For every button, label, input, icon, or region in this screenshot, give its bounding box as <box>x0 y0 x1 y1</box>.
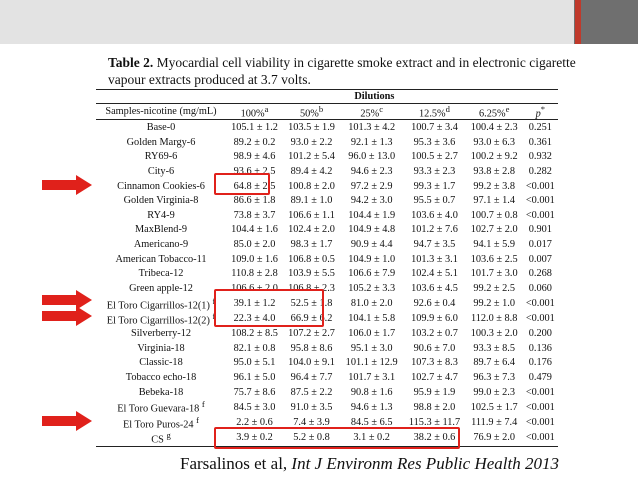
viability-cell: 103.2 ± 0.7 <box>411 328 458 340</box>
viability-cell: 89.7 ± 6.4 <box>473 357 516 369</box>
sample-name-cell: Green apple-12 <box>129 282 193 294</box>
viability-cell: 96.3 ± 7.3 <box>473 371 516 383</box>
viability-cell: 75.7 ± 8.6 <box>233 386 276 398</box>
viability-cell: 101.3 ± 3.1 <box>411 253 458 265</box>
p-value-cell: 0.479 <box>528 371 552 383</box>
viability-cell: 103.5 ± 1.9 <box>288 122 335 134</box>
viability-cell: 102.5 ± 1.7 <box>470 401 518 413</box>
sample-name-cell: El Toro Guevara-18 $^f$ <box>117 399 205 415</box>
slide-header-bar <box>0 0 638 44</box>
viability-cell: 93.8 ± 2.8 <box>473 166 516 177</box>
viability-table-wrap <box>96 89 558 447</box>
viability-cell: 107.2 ± 2.7 <box>288 328 335 340</box>
viability-cell: 86.6 ± 1.8 <box>233 195 276 207</box>
sample-name-cell: Silverberry-12 <box>130 328 192 340</box>
sample-name-cell: American Tobacco-11 <box>115 253 207 265</box>
column-header: 12.5%$^d$ <box>403 104 465 120</box>
viability-cell: 104.4 ± 1.6 <box>231 224 278 236</box>
viability-cell: 99.3 ± 1.7 <box>413 180 456 192</box>
viability-cell: 92.1 ± 1.3 <box>350 136 393 148</box>
viability-cell: 52.5 ± 1.8 <box>290 297 333 309</box>
viability-cell: 93.6 ± 2.5 <box>233 166 276 177</box>
arrow-right-icon <box>42 175 92 195</box>
table-row <box>96 326 558 341</box>
viability-cell: 100.4 ± 2.3 <box>470 122 518 134</box>
viability-cell: 92.6 ± 0.4 <box>413 297 456 309</box>
viability-cell: 97.1 ± 1.4 <box>473 195 516 207</box>
header-bar-dark <box>574 0 638 44</box>
viability-cell: 103.6 ± 4.5 <box>411 282 458 294</box>
p-value-cell: 0.017 <box>528 238 552 250</box>
table-caption <box>108 54 578 88</box>
viability-cell: 101.7 ± 3.1 <box>348 371 396 383</box>
table-row <box>96 208 558 223</box>
sample-name-cell: Base-0 <box>146 122 176 134</box>
viability-cell: 93.3 ± 8.5 <box>473 342 516 354</box>
viability-cell: 91.0 ± 3.5 <box>290 401 333 413</box>
viability-cell: 111.9 ± 7.4 <box>471 416 518 428</box>
sample-name-cell: Tribeca-12 <box>138 268 184 280</box>
viability-cell: 96.1 ± 5.0 <box>233 371 276 383</box>
viability-cell: 105.1 ± 1.2 <box>231 122 278 134</box>
viability-cell: 106.8 ± 2.3 <box>288 282 335 294</box>
p-value-cell: <0.001 <box>525 386 555 398</box>
viability-cell: 94.2 ± 3.0 <box>350 195 393 207</box>
viability-cell: 107.3 ± 8.3 <box>411 357 458 369</box>
viability-cell: 84.5 ± 6.5 <box>350 416 393 428</box>
header-bar-light <box>0 0 574 44</box>
sample-name-cell: Americano-9 <box>133 238 189 250</box>
viability-cell: 93.0 ± 2.2 <box>290 136 333 148</box>
table-row <box>96 296 558 311</box>
viability-cell: 100.2 ± 9.2 <box>470 151 518 163</box>
dilutions-header: Dilutions <box>226 90 523 104</box>
viability-cell: 98.8 ± 2.0 <box>413 401 456 413</box>
table-row <box>96 356 558 371</box>
viability-cell: 106.6 ± 7.9 <box>348 268 396 280</box>
table-row <box>96 164 558 179</box>
viability-cell: 103.6 ± 4.0 <box>411 209 458 221</box>
viability-cell: 2.2 ± 0.6 <box>236 416 273 428</box>
viability-cell: 90.6 ± 7.0 <box>413 342 456 354</box>
viability-cell: 110.8 ± 2.8 <box>231 268 278 280</box>
viability-cell: 98.3 ± 1.7 <box>290 238 333 250</box>
viability-cell: 115.3 ± 11.7 <box>408 416 461 428</box>
column-header: 100%$^a$ <box>226 104 283 120</box>
p-value-cell: <0.001 <box>525 416 555 428</box>
sample-name-cell: Virginia-18 <box>137 342 185 354</box>
table-row <box>96 281 558 296</box>
sample-name-cell: MaxBlend-9 <box>134 224 188 236</box>
viability-cell: 84.5 ± 3.0 <box>233 401 276 413</box>
sample-name-cell: Bebeka-18 <box>138 386 184 398</box>
column-header: p* <box>523 104 558 120</box>
p-value-cell: 0.268 <box>528 268 552 280</box>
viability-cell: 106.0 ± 1.7 <box>348 328 396 340</box>
table-row <box>96 179 558 194</box>
sample-name-cell: City-6 <box>147 166 175 177</box>
viability-cell: 89.1 ± 1.0 <box>290 195 333 207</box>
viability-cell: 106.6 ± 2.0 <box>231 282 278 294</box>
viability-cell: 104.4 ± 1.9 <box>348 209 396 221</box>
sample-name-cell: El Toro Puros-24 $^f$ <box>122 414 200 431</box>
viability-cell: 103.6 ± 2.5 <box>470 253 518 265</box>
viability-cell: 101.2 ± 7.6 <box>411 224 458 236</box>
p-value-cell: 0.251 <box>528 122 552 134</box>
viability-cell: 3.1 ± 0.2 <box>340 430 403 446</box>
viability-cell: 82.1 ± 0.8 <box>233 342 276 354</box>
viability-cell: 94.7 ± 3.5 <box>413 238 456 250</box>
highlight-box-el-toro-cigarrillos <box>214 289 324 327</box>
viability-cell: 105.2 ± 3.3 <box>348 282 396 294</box>
viability-cell: 109.9 ± 6.0 <box>411 313 458 325</box>
viability-cell: 90.9 ± 4.4 <box>350 238 393 250</box>
table-row <box>96 120 558 135</box>
viability-cell: 93.0 ± 6.3 <box>473 136 516 148</box>
p-value-cell: 0.176 <box>528 357 552 369</box>
p-value-cell: 0.007 <box>528 253 552 265</box>
p-value-cell: 0.361 <box>528 136 552 148</box>
sample-name-cell: Classic-18 <box>139 357 183 369</box>
viability-cell: 81.0 ± 2.0 <box>350 297 393 309</box>
table-row <box>96 223 558 238</box>
viability-cell: 99.0 ± 2.3 <box>473 386 516 398</box>
viability-cell: 104.9 ± 1.0 <box>348 253 396 265</box>
viability-cell: 85.0 ± 2.0 <box>233 238 276 250</box>
viability-cell: 104.9 ± 4.8 <box>348 224 396 236</box>
viability-cell: 100.7 ± 0.8 <box>470 209 518 221</box>
p-value-cell: 0.136 <box>528 342 552 354</box>
p-value-cell: <0.001 <box>525 401 555 413</box>
viability-cell: 96.4 ± 7.7 <box>290 371 333 383</box>
table-row <box>96 266 558 281</box>
viability-cell: 3.9 ± 0.2 <box>226 430 283 446</box>
viability-cell: 7.4 ± 3.9 <box>293 416 330 428</box>
viability-cell: 39.1 ± 1.2 <box>233 297 276 309</box>
viability-cell: 38.2 ± 0.6 <box>403 430 465 446</box>
viability-cell: 93.3 ± 2.3 <box>413 166 456 177</box>
viability-cell: 102.7 ± 2.0 <box>470 224 518 236</box>
viability-cell: 94.6 ± 2.3 <box>350 166 393 177</box>
viability-cell: 89.2 ± 0.2 <box>233 136 276 148</box>
viability-cell: 98.9 ± 4.6 <box>233 151 276 163</box>
table-row <box>96 150 558 165</box>
viability-cell: 106.6 ± 1.1 <box>288 209 335 221</box>
viability-cell: 73.8 ± 3.7 <box>233 209 276 221</box>
viability-cell: 95.5 ± 0.7 <box>413 195 456 207</box>
highlight-box-cs <box>214 427 460 449</box>
viability-cell: 108.2 ± 8.5 <box>231 328 278 340</box>
sample-name-cell: Cinnamon Cookies-6 <box>117 180 205 192</box>
table-row <box>96 311 558 326</box>
viability-cell: 97.2 ± 2.9 <box>350 180 393 192</box>
viability-cell: 99.2 ± 2.5 <box>473 282 516 294</box>
viability-cell: 104.1 ± 5.8 <box>348 313 396 325</box>
viability-cell: 87.5 ± 2.2 <box>290 386 333 398</box>
viability-cell: 100.8 ± 2.0 <box>288 180 335 192</box>
viability-cell: 100.5 ± 2.7 <box>411 151 458 163</box>
citation-journal: Int J Environm Res Public Health 2013 <box>291 454 559 473</box>
dilutions-header-row <box>96 90 558 104</box>
column-header-row <box>96 104 558 120</box>
p-value-cell: <0.001 <box>525 180 555 192</box>
arrow-right-icon <box>42 306 92 326</box>
p-value-cell: <0.001 <box>523 430 558 446</box>
table-body <box>96 120 558 446</box>
table-caption-text: Myocardial cell viability in cigarette smoke extract and in electronic cigarette vapour extracts produced at 3.7 volts. <box>108 55 576 87</box>
table-row <box>96 252 558 267</box>
p-value-cell: <0.001 <box>525 209 555 221</box>
column-header: 50%$^b$ <box>283 104 340 120</box>
column-header: Samples-nicotine (mg/mL) <box>96 104 226 120</box>
p-value-cell: <0.001 <box>525 195 555 207</box>
highlight-box-cinnamon <box>214 173 270 195</box>
p-value-cell: 0.901 <box>528 224 552 236</box>
viability-cell: 94.6 ± 1.3 <box>350 401 393 413</box>
p-value-cell: 0.282 <box>528 166 552 177</box>
viability-cell: 104.0 ± 9.1 <box>288 357 335 369</box>
table-row <box>96 385 558 400</box>
arrow-right-icon <box>42 411 92 431</box>
table-caption-label: Table 2. <box>108 55 154 70</box>
viability-cell: 5.2 ± 0.8 <box>283 430 340 446</box>
p-value-cell: <0.001 <box>525 297 555 309</box>
viability-cell: 94.1 ± 5.9 <box>473 238 516 250</box>
sample-name-cell: Golden Virginia-8 <box>123 195 199 207</box>
sample-name-cell: El Toro Cigarrillos-12(2) $^f$ <box>106 310 216 327</box>
sample-name-cell: El Toro Cigarrillos-12(1) $^f$ <box>106 295 216 311</box>
column-header: 6.25%$^e$ <box>466 104 523 120</box>
viability-cell: 76.9 ± 2.0 <box>466 430 523 446</box>
viability-cell: 66.9 ± 6.2 <box>290 313 333 325</box>
viability-cell: 100.3 ± 2.0 <box>470 328 518 340</box>
viability-cell: 95.9 ± 1.9 <box>413 386 456 398</box>
viability-table <box>96 89 558 447</box>
table-row <box>96 370 558 385</box>
viability-cell: 109.0 ± 1.6 <box>231 253 278 265</box>
viability-cell: 100.7 ± 3.4 <box>411 122 458 134</box>
viability-cell: 101.7 ± 3.0 <box>470 268 518 280</box>
viability-cell: 103.9 ± 5.5 <box>288 268 335 280</box>
header-bar-accent <box>575 0 581 44</box>
citation-authors: Farsalinos et al, <box>180 454 292 473</box>
table-row <box>96 193 558 208</box>
table-row <box>96 135 558 150</box>
viability-cell: 102.4 ± 2.0 <box>288 224 335 236</box>
p-value-cell: 0.200 <box>528 328 552 340</box>
viability-cell: 95.3 ± 3.6 <box>413 136 456 148</box>
table-row <box>96 399 558 414</box>
sample-name-cell: RY69-6 <box>144 151 178 163</box>
citation <box>180 454 559 474</box>
viability-cell: 101.2 ± 5.4 <box>288 151 335 163</box>
table-row <box>96 341 558 356</box>
viability-cell: 106.8 ± 0.5 <box>288 253 335 265</box>
viability-cell: 89.4 ± 4.2 <box>290 166 333 177</box>
viability-cell: 99.2 ± 3.8 <box>473 180 516 192</box>
viability-cell: 99.2 ± 1.0 <box>473 297 516 309</box>
p-value-cell: 0.932 <box>528 151 552 163</box>
viability-cell: 102.7 ± 4.7 <box>411 371 458 383</box>
p-value-cell: <0.001 <box>525 313 555 325</box>
sample-name-cell: Tobacco echo-18 <box>125 371 197 383</box>
sample-name-cell: Golden Margy-6 <box>126 136 196 148</box>
viability-cell: 95.1 ± 3.0 <box>350 342 393 354</box>
viability-cell: 112.0 ± 8.8 <box>470 313 518 325</box>
viability-cell: 95.0 ± 5.1 <box>233 357 276 369</box>
viability-cell: 102.4 ± 5.1 <box>411 268 458 280</box>
table-row <box>96 237 558 252</box>
sample-name-cell: RY4-9 <box>147 209 175 221</box>
viability-cell: 101.1 ± 12.9 <box>345 357 398 369</box>
viability-cell: 95.8 ± 8.6 <box>290 342 333 354</box>
p-value-cell: 0.060 <box>528 282 552 294</box>
column-header: 25%$^c$ <box>340 104 403 120</box>
sample-name-cell: CS $^g$ <box>96 430 226 446</box>
viability-cell: 96.0 ± 13.0 <box>348 151 396 163</box>
viability-cell: 22.3 ± 4.0 <box>233 313 276 325</box>
viability-cell: 101.3 ± 4.2 <box>348 122 396 134</box>
viability-cell: 90.8 ± 1.6 <box>350 386 393 398</box>
viability-cell: 64.8 ± 2.5 <box>233 180 276 192</box>
